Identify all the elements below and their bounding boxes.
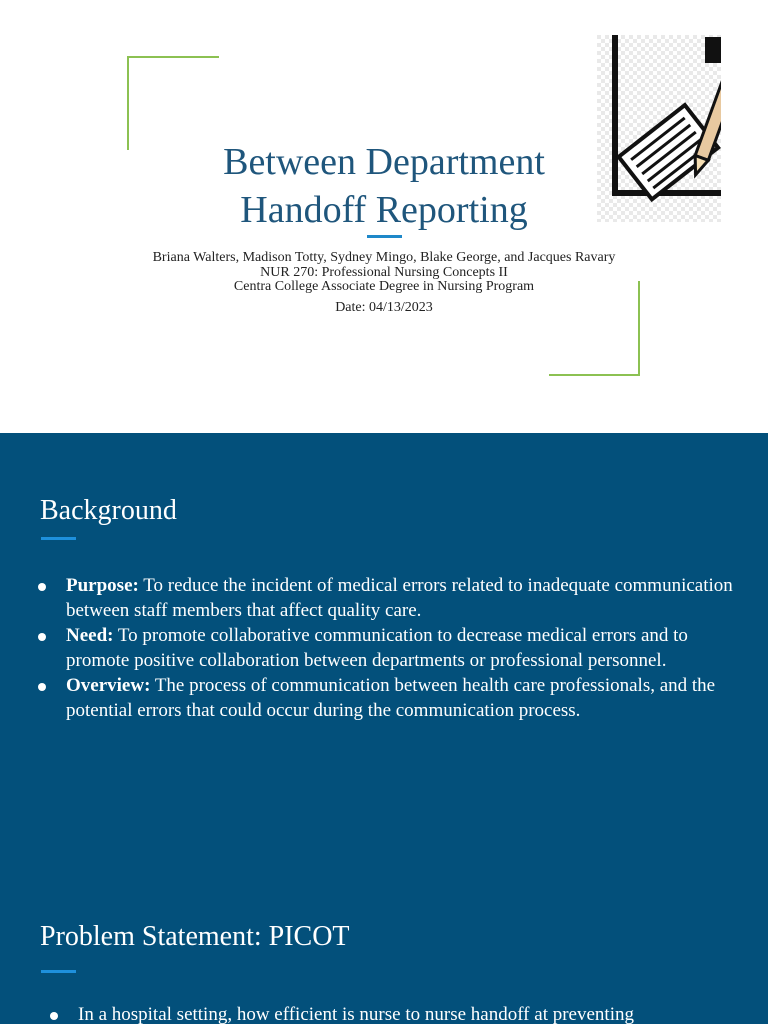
bullet-term: Purpose:	[66, 575, 139, 596]
authors-line: Briana Walters, Madison Totty, Sydney Mingo, Blake George, and Jacques Ravary	[152, 250, 616, 265]
list-item	[50, 1002, 750, 1024]
content-slide	[0, 433, 768, 1024]
bullet-text: The process of communication between health care professionals, and the potential errors that could occur during the communication process.	[66, 675, 716, 721]
picot-bullet-list	[50, 1002, 750, 1024]
bullet-icon	[38, 683, 46, 691]
bullet-term: Overview:	[66, 675, 151, 696]
bullet-text: In a hospital setting, how efficient is nurse to nurse handoff at preventing	[78, 1004, 634, 1024]
date-line: Date: 04/13/2023	[335, 299, 433, 315]
list-item	[38, 623, 738, 673]
corner-accent-top-left	[127, 56, 219, 58]
background-heading: Background	[40, 495, 177, 526]
course-line: NUR 270: Professional Nursing Concepts II	[260, 264, 508, 280]
corner-accent-bottom-right	[549, 374, 640, 376]
subtitle-block	[0, 251, 768, 315]
bullet-term: Need:	[66, 625, 114, 646]
bullet-text: To reduce the incident of medical errors related to inadequate communication between staff members that affect quality care.	[66, 575, 733, 621]
list-item	[38, 573, 738, 623]
bullet-text: To promote collaborative communication to decrease medical errors and to promote positive collaboration between departments or professional personnel.	[66, 625, 688, 671]
title-line-1: Between Department	[223, 141, 545, 183]
picot-heading: Problem Statement: PICOT	[40, 921, 350, 952]
bullet-icon	[38, 633, 46, 641]
program-line: Centra College Associate Degree in Nursing Program	[233, 279, 535, 294]
title-accent-bar	[367, 235, 402, 238]
picot-accent-bar	[41, 970, 76, 973]
presentation-title	[0, 138, 768, 234]
title-line-2: Handoff Reporting	[240, 189, 528, 231]
title-slide	[0, 0, 768, 433]
bullet-icon	[38, 583, 46, 591]
bullet-icon	[50, 1012, 58, 1020]
list-item	[38, 673, 738, 723]
corner-accent-top-left-vertical	[127, 56, 129, 150]
background-bullet-list	[38, 573, 738, 723]
background-accent-bar	[41, 537, 76, 540]
